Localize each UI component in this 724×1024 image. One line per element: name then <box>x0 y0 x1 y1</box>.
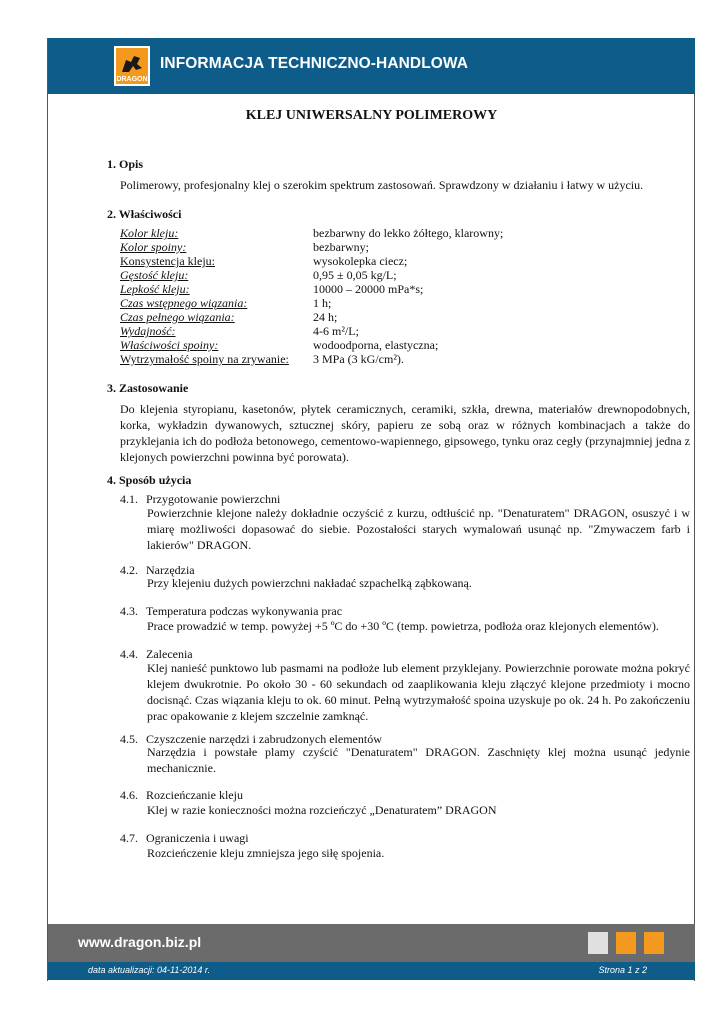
property-key: Gęstość kleju: <box>120 268 189 282</box>
property-value: 10000 – 20000 mPa*s; <box>313 282 424 296</box>
opis-text: Polimerowy, profesjonalny klej o szerokim spektrum zastosowań. Sprawdzony w działaniu i łatwy w użyciu. <box>120 178 644 192</box>
subsection-heading <box>120 831 249 846</box>
section-heading-sposob: 4. Sposób użycia <box>107 473 192 487</box>
subsection-title: Czyszczenie narzędzi i zabrudzonych elementów <box>146 732 382 746</box>
property-row <box>120 240 640 254</box>
subsection-number: 4.4. <box>120 647 138 661</box>
property-row <box>120 324 640 338</box>
website-url[interactable]: www.dragon.biz.pl <box>78 934 202 950</box>
section-heading-opis: 1. Opis <box>107 157 144 171</box>
property-key: Właściwości spoiny: <box>120 338 219 352</box>
logo-text: DRAGON <box>116 76 148 83</box>
footer-info-bar <box>48 962 695 980</box>
property-value: 3 MPa (3 kG/cm²). <box>313 352 404 366</box>
subsection-text: Klej w razie konieczności można rozcieńczyć „Denaturatem” DRAGON <box>147 803 497 817</box>
property-value: 0,95 ± 0,05 kg/L; <box>313 268 397 282</box>
property-value: wodoodporna, elastyczna; <box>313 338 439 352</box>
property-row <box>120 254 640 268</box>
subsection-text: Prace prowadzić w temp. powyżej +5 ºC do +30 ºC (temp. powietrza, podłoża oraz klejonych elementów). <box>147 619 659 633</box>
subsection-heading <box>120 788 243 803</box>
subsection-number: 4.5. <box>120 732 138 746</box>
property-key: Kolor kleju: <box>120 226 179 240</box>
section-heading-zastosowanie: 3. Zastosowanie <box>107 381 189 395</box>
subsection-title: Temperatura podczas wykonywania prac <box>146 604 343 618</box>
subsection-title: Ograniczenia i uwagi <box>146 831 249 845</box>
subsection-text: Narzędzia i powstałe plamy czyścić "Denaturatem" DRAGON. Zaschnięty klej można usunąć jedynie mechanicznie. <box>147 745 690 775</box>
property-key: Wytrzymałość spoiny na zrywanie: <box>120 352 289 366</box>
subsection-number: 4.7. <box>120 831 138 845</box>
subsection-text: Klej nanieść punktowo lub pasmami na podłoże lub element przyklejany. Powierzchnie porowate można pokryć klejem dwukrotnie. Po około 30 - 60 sekundach od zaaplikowania kleju złączyć klejone przedmioty i mocno docisnąć. Czas wiązania kleju to ok. 60 minut. Pełną wytrzymałość spoina uzyskuje po ok. 24 h. Po zakończeniu prac opakowanie z klejem szczelnie zamknąć. <box>147 661 690 723</box>
decor-square-light <box>588 932 608 954</box>
property-value: 4-6 m²/L; <box>313 324 359 338</box>
page-number: Strona 1 z 2 <box>598 965 647 975</box>
property-row <box>120 296 640 310</box>
property-key: Konsystencja kleju: <box>120 254 215 268</box>
subsection-number: 4.3. <box>120 604 138 618</box>
property-key: Wydajność: <box>120 324 176 338</box>
section-heading-wlasciwosci: 2. Właściwości <box>107 207 182 221</box>
zastosowanie-text: Do klejenia styropianu, kasetonów, płytek ceramicznych, ceramiki, szkła, drewna, materiałów drewnopodobnych, korka, wykładzin dywanowych, sztucznej skóry, papieru ze sobą oraz w różnych kombinacjach a także do przyklejania ich do podłoża betonowego, cementowo-wapiennego, gipsowego, tynku oraz cegły (przynajmniej jedna z klejonych powierzchni powinna być porowata). <box>120 402 690 464</box>
property-row <box>120 226 640 240</box>
property-value: 24 h; <box>313 310 338 324</box>
subsection-number: 4.1. <box>120 492 138 506</box>
subsection-title: Zalecenia <box>146 647 193 661</box>
subsection-number: 4.2. <box>120 563 138 577</box>
footer-band <box>48 924 695 962</box>
subsection-text: Rozcieńczenie kleju zmniejsza jego siłę spojenia. <box>147 846 385 860</box>
property-key: Czas wstępnego wiązania: <box>120 296 248 310</box>
subsection-title: Narzędzia <box>146 563 195 577</box>
dragon-logo <box>114 46 150 86</box>
subsection-text: Przy klejeniu dużych powierzchni nakładać szpachelką ząbkowaną. <box>147 576 472 590</box>
header-band <box>48 38 695 94</box>
property-row <box>120 268 640 282</box>
property-key: Czas pełnego wiązania: <box>120 310 235 324</box>
property-value: bezbarwny do lekko żółtego, klarowny; <box>313 226 504 240</box>
subsection-text: Powierzchnie klejone należy dokładnie oczyścić z kurzu, odtłuścić np. "Denaturatem" DRAGON, osuszyć i w miarę możliwości dopasować do siebie. Pozostałości starych wymalowań usunąć np. "Zmywaczem farb i lakierów" DRAGON. <box>147 506 690 552</box>
property-value: wysokolepka ciecz; <box>313 254 408 268</box>
header-title: INFORMACJA TECHNICZNO-HANDLOWA <box>160 55 469 72</box>
property-value: bezbarwny; <box>313 240 369 254</box>
subsection-heading <box>120 604 342 619</box>
subsection-title: Przygotowanie powierzchni <box>146 492 281 506</box>
property-key: Kolor spoiny: <box>120 240 187 254</box>
property-key: Lepkość kleju: <box>120 282 190 296</box>
property-row <box>120 352 640 366</box>
property-row <box>120 338 640 352</box>
decor-square-orange <box>616 932 636 954</box>
decor-square-orange <box>644 932 664 954</box>
property-row <box>120 282 640 296</box>
subsection-title: Rozcieńczanie kleju <box>146 788 243 802</box>
update-date: data aktualizacji: 04-11-2014 r. <box>88 965 211 975</box>
property-value: 1 h; <box>313 296 332 310</box>
document-title: KLEJ UNIWERSALNY POLIMEROWY <box>245 108 498 123</box>
property-row <box>120 310 640 324</box>
subsection-number: 4.6. <box>120 788 138 802</box>
